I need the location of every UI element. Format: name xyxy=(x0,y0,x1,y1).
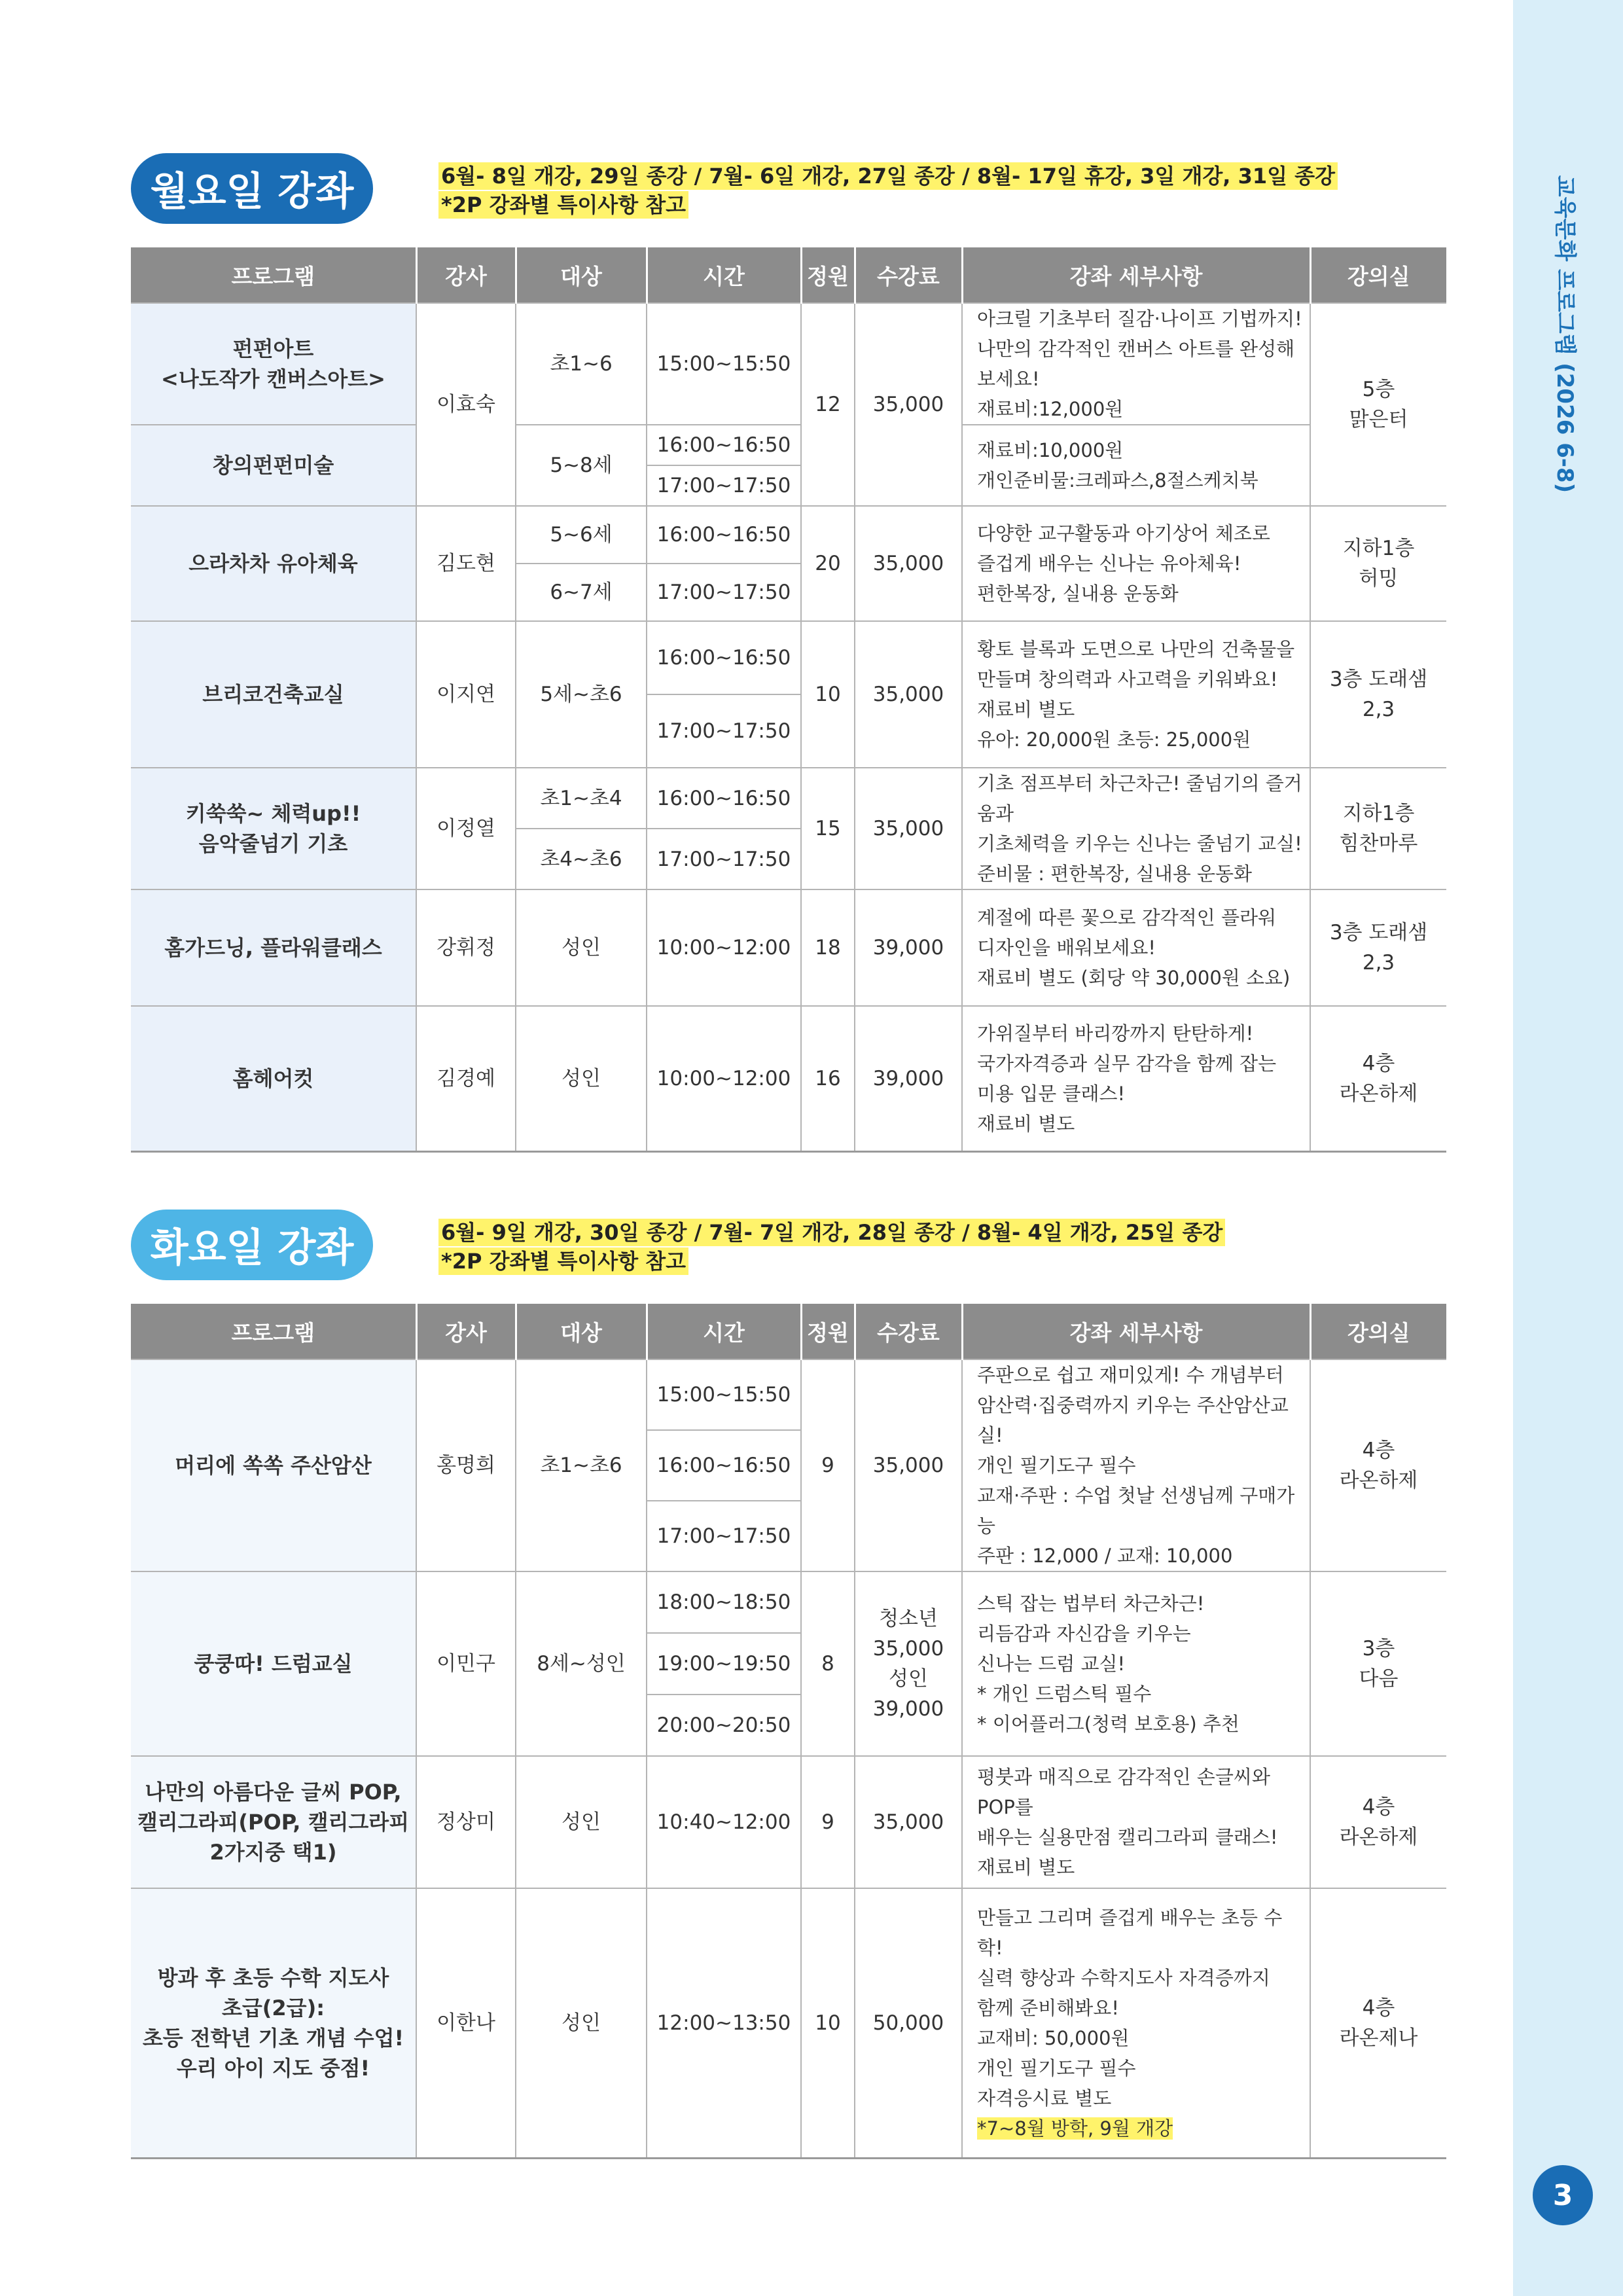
details: 황토 블록과 도면으로 나만의 건축물을 만들며 창의력과 사고력을 키워봐요! 재료비 별도 유아: 20,000원 초등: 25,000원 xyxy=(962,621,1310,768)
header-details: 강좌 세부사항 xyxy=(962,1304,1310,1359)
fee: 35,000 xyxy=(855,506,962,621)
header-target: 대상 xyxy=(516,1304,647,1359)
header-room: 강의실 xyxy=(1310,247,1446,303)
time: 15:00~15:50 xyxy=(647,303,801,425)
header-details: 강좌 세부사항 xyxy=(962,247,1310,303)
monday-schedule-note: 6월- 8일 개강, 29일 종강 / 7월- 6일 개강, 27일 종강 / 8월- 17일 휴강, 3일 개강, 31일 종강 xyxy=(438,162,1338,190)
program-name: 머리에 쏙쏙 주산암산 xyxy=(131,1359,416,1571)
table-row xyxy=(131,303,1446,425)
program-name: 홈헤어컷 xyxy=(131,1006,416,1151)
details: 가위질부터 바리깡까지 탄탄하게! 국가자격증과 실무 감각을 함께 잡는 미용 입문 클래스! 재료비 별도 xyxy=(962,1006,1310,1151)
room: 3층 도래샘 2,3 xyxy=(1310,889,1446,1006)
time: 16:00~16:50 xyxy=(647,621,801,694)
room: 지하1층 허밍 xyxy=(1310,506,1446,621)
room: 4층 라온제나 xyxy=(1310,1888,1446,2158)
header-instructor: 강사 xyxy=(416,247,516,303)
table-row xyxy=(131,1888,1446,2158)
time: 17:00~17:50 xyxy=(647,694,801,768)
program-name: 나만의 아름다운 글씨 POP, 캘리그라피(POP, 캘리그라피 2가지중 택1) xyxy=(131,1756,416,1888)
table-row xyxy=(131,1571,1446,1633)
table-header-row xyxy=(131,1304,1446,1359)
table-row xyxy=(131,768,1446,829)
program-name: 펀펀아트 <나도작가 캔버스아트> xyxy=(131,303,416,425)
table-row xyxy=(131,621,1446,694)
details: 평붓과 매직으로 감각적인 손글씨와 POP를 배우는 실용만점 캘리그라피 클래스! 재료비 별도 xyxy=(962,1756,1310,1888)
header-time: 시간 xyxy=(647,247,801,303)
header-program: 프로그램 xyxy=(131,1304,416,1359)
tuesday-reference-note: *2P 강좌별 특이사항 참고 xyxy=(438,1247,688,1275)
target: 성인 xyxy=(516,1756,647,1888)
tuesday-notes xyxy=(438,1219,1225,1276)
capacity: 10 xyxy=(801,621,855,768)
time: 17:00~17:50 xyxy=(647,564,801,621)
fee: 39,000 xyxy=(855,889,962,1006)
details: 주판으로 쉽고 재미있게! 수 개념부터 암산력·집중력까지 키우는 주산암산교실! 개인 필기도구 필수 교재·주판 : 수업 첫날 선생님께 구매가능 주판 : 12,000 / 교재: 10,000 xyxy=(962,1359,1310,1571)
instructor: 김도현 xyxy=(416,506,516,621)
room: 3층 다음 xyxy=(1310,1571,1446,1756)
fee: 35,000 xyxy=(855,1756,962,1888)
time: 15:00~15:50 xyxy=(647,1359,801,1430)
monday-reference-note: *2P 강좌별 특이사항 참고 xyxy=(438,191,688,219)
target: 5~8세 xyxy=(516,425,647,506)
details: 계절에 따른 꽃으로 감각적인 플라워 디자인을 배워보세요! 재료비 별도 (회당 약 30,000원 소요) xyxy=(962,889,1310,1006)
target: 5세~초6 xyxy=(516,621,647,768)
capacity: 16 xyxy=(801,1006,855,1151)
fee: 35,000 xyxy=(855,621,962,768)
instructor: 이한나 xyxy=(416,1888,516,2158)
instructor: 강휘정 xyxy=(416,889,516,1006)
details: 스틱 잡는 법부터 차근차근! 리듬감과 자신감을 키우는 신나는 드럼 교실! * 개인 드럼스틱 필수 * 이어플러그(청력 보호용) 추천 xyxy=(962,1571,1310,1756)
target: 초4~초6 xyxy=(516,829,647,889)
side-title-text: 교육문화 프로그램 (2026 6-8) xyxy=(1552,175,1578,493)
room: 5층 맑은터 xyxy=(1310,303,1446,506)
page-number: 3 xyxy=(1533,2165,1593,2225)
target: 성인 xyxy=(516,1006,647,1151)
table-row xyxy=(131,889,1446,1006)
monday-table xyxy=(131,247,1446,1153)
room: 3층 도래샘 2,3 xyxy=(1310,621,1446,768)
capacity: 8 xyxy=(801,1571,855,1756)
capacity: 15 xyxy=(801,768,855,889)
time: 16:00~16:50 xyxy=(647,768,801,829)
target: 초1~초4 xyxy=(516,768,647,829)
monday-notes xyxy=(438,162,1338,220)
header-time: 시간 xyxy=(647,1304,801,1359)
details-text: 만들고 그리며 즐겁게 배우는 초등 수학! 실력 향상과 수학지도사 자격증까지 함께 준비해봐요! 교재비: 50,000원 개인 필기도구 필수 자격응시료 별도 xyxy=(977,1906,1283,2109)
instructor: 이정열 xyxy=(416,768,516,889)
instructor: 김경예 xyxy=(416,1006,516,1151)
header-room: 강의실 xyxy=(1310,1304,1446,1359)
target: 6~7세 xyxy=(516,564,647,621)
time: 10:00~12:00 xyxy=(647,1006,801,1151)
time: 20:00~20:50 xyxy=(647,1695,801,1756)
header-instructor: 강사 xyxy=(416,1304,516,1359)
fee: 청소년 35,000 성인 39,000 xyxy=(855,1571,962,1756)
time: 16:00~16:50 xyxy=(647,506,801,564)
header-capacity: 정원 xyxy=(801,1304,855,1359)
header-capacity: 정원 xyxy=(801,247,855,303)
header-program: 프로그램 xyxy=(131,247,416,303)
time: 10:00~12:00 xyxy=(647,889,801,1006)
details: 아크릴 기초부터 질감·나이프 기법까지! 나만의 감각적인 캔버스 아트를 완성해보세요! 재료비:12,000원 xyxy=(962,303,1310,425)
fee: 35,000 xyxy=(855,768,962,889)
target: 초1~초6 xyxy=(516,1359,647,1571)
instructor: 홍명희 xyxy=(416,1359,516,1571)
time: 10:40~12:00 xyxy=(647,1756,801,1888)
details: 재료비:10,000원 개인준비물:크레파스,8절스케치북 xyxy=(962,425,1310,506)
fee: 39,000 xyxy=(855,1006,962,1151)
time: 17:00~17:50 xyxy=(647,829,801,889)
instructor: 이지연 xyxy=(416,621,516,768)
time: 12:00~13:50 xyxy=(647,1888,801,2158)
fee: 50,000 xyxy=(855,1888,962,2158)
fee: 35,000 xyxy=(855,303,962,506)
table-row xyxy=(131,425,1446,465)
program-name: 쿵쿵따! 드럼교실 xyxy=(131,1571,416,1756)
target: 초1~6 xyxy=(516,303,647,425)
program-name: 홈가드닝, 플라워클래스 xyxy=(131,889,416,1006)
header-target: 대상 xyxy=(516,247,647,303)
target: 5~6세 xyxy=(516,506,647,564)
room: 4층 라온하제 xyxy=(1310,1756,1446,1888)
target: 8세~성인 xyxy=(516,1571,647,1756)
tuesday-schedule-note: 6월- 9일 개강, 30일 종강 / 7월- 7일 개강, 28일 종강 / 8월- 4일 개강, 25일 종강 xyxy=(438,1219,1225,1246)
monday-title: 월요일 강좌 xyxy=(131,153,373,224)
details xyxy=(962,1888,1310,2158)
capacity: 9 xyxy=(801,1756,855,1888)
table-row xyxy=(131,1756,1446,1888)
header-fee: 수강료 xyxy=(855,247,962,303)
details-highlight: *7~8월 방학, 9월 개강 xyxy=(977,2117,1173,2140)
program-name: 키쑥쑥~ 체력up!! 음악줄넘기 기초 xyxy=(131,768,416,889)
time: 18:00~18:50 xyxy=(647,1571,801,1633)
tuesday-table xyxy=(131,1304,1446,2159)
target: 성인 xyxy=(516,889,647,1006)
instructor: 이효숙 xyxy=(416,303,516,506)
time: 16:00~16:50 xyxy=(647,1430,801,1501)
capacity: 10 xyxy=(801,1888,855,2158)
room: 지하1층 힘찬마루 xyxy=(1310,768,1446,889)
table-row xyxy=(131,506,1446,564)
table-row xyxy=(131,1006,1446,1151)
time: 17:00~17:50 xyxy=(647,465,801,506)
details: 다양한 교구활동과 아기상어 체조로 즐겁게 배우는 신나는 유아체육! 편한복장, 실내용 운동화 xyxy=(962,506,1310,621)
table-row xyxy=(131,1359,1446,1430)
table-header-row xyxy=(131,247,1446,303)
capacity: 18 xyxy=(801,889,855,1006)
program-name: 브리코건축교실 xyxy=(131,621,416,768)
header-fee: 수강료 xyxy=(855,1304,962,1359)
time: 19:00~19:50 xyxy=(647,1633,801,1695)
instructor: 이민구 xyxy=(416,1571,516,1756)
fee: 35,000 xyxy=(855,1359,962,1571)
room: 4층 라온하제 xyxy=(1310,1006,1446,1151)
instructor: 정상미 xyxy=(416,1756,516,1888)
capacity: 20 xyxy=(801,506,855,621)
time: 17:00~17:50 xyxy=(647,1501,801,1571)
target: 성인 xyxy=(516,1888,647,2158)
room: 4층 라온하제 xyxy=(1310,1359,1446,1571)
program-name: 으라차차 유아체육 xyxy=(131,506,416,621)
capacity: 9 xyxy=(801,1359,855,1571)
tuesday-title: 화요일 강좌 xyxy=(131,1210,373,1280)
program-name: 창의펀펀미술 xyxy=(131,425,416,506)
side-title xyxy=(1512,164,1623,504)
details: 기초 점프부터 차근차근! 줄넘기의 즐거움과 기초체력을 키우는 신나는 줄넘기 교실! 준비물 : 편한복장, 실내용 운동화 xyxy=(962,768,1310,889)
time: 16:00~16:50 xyxy=(647,425,801,465)
program-name: 방과 후 초등 수학 지도사 초급(2급): 초등 전학년 기초 개념 수업! 우리 아이 지도 중점! xyxy=(131,1888,416,2158)
capacity: 12 xyxy=(801,303,855,506)
